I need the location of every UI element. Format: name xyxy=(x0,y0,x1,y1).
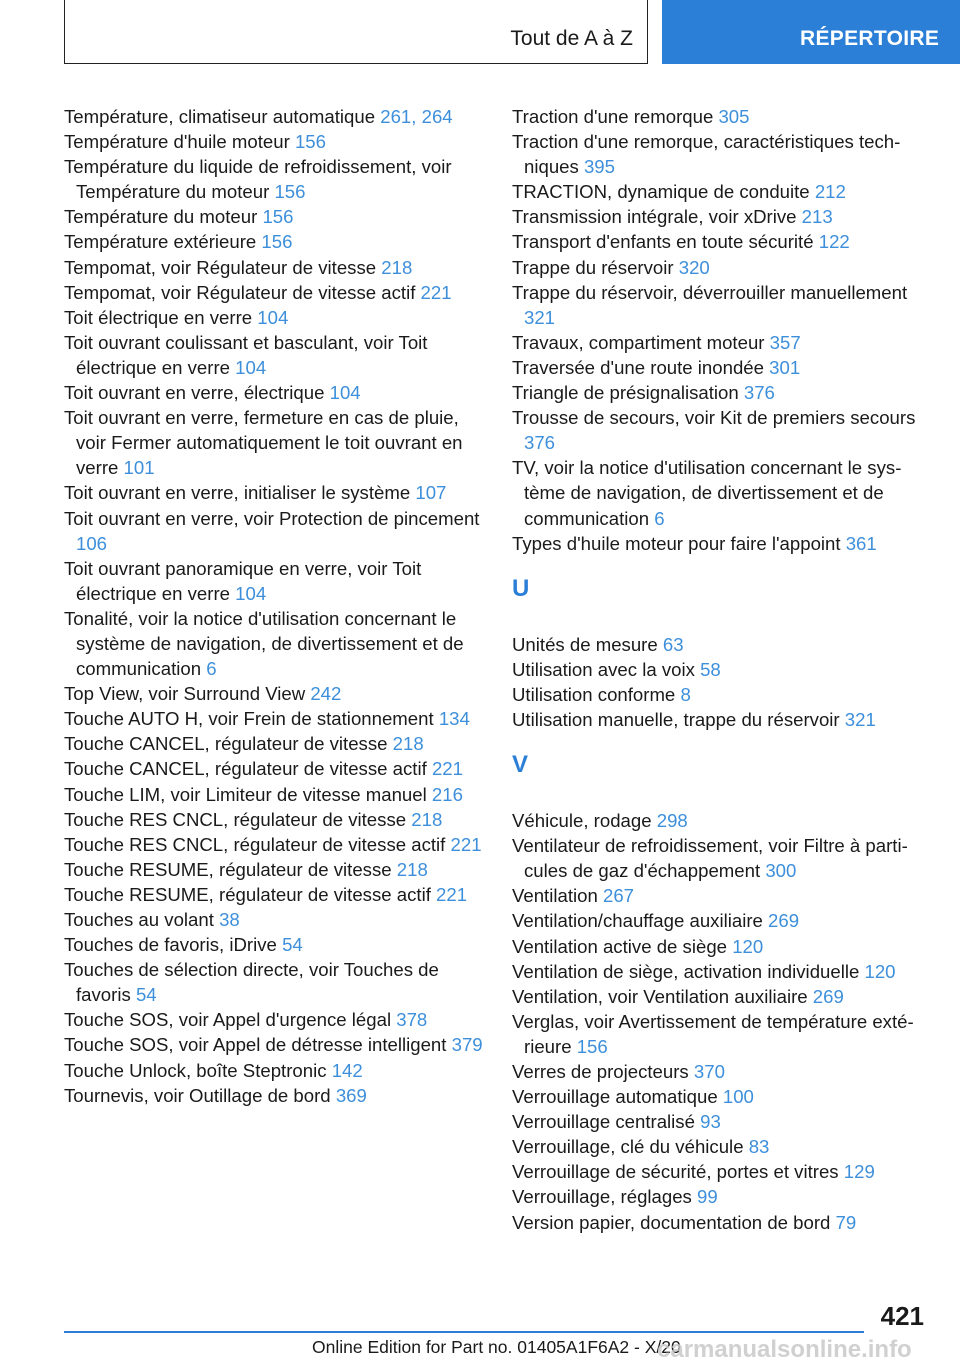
index-entry-text: Touches de favoris, iDrive xyxy=(64,934,283,956)
page-link[interactable]: 156 xyxy=(274,181,306,203)
index-entry xyxy=(64,857,484,882)
page-link[interactable]: 378 xyxy=(396,1009,428,1031)
page-link[interactable]: 376 xyxy=(524,432,556,454)
index-entry-text: Touches de sélection directe, voir Touches de favoris xyxy=(64,959,439,1006)
page-link[interactable]: 156 xyxy=(576,1035,608,1057)
index-entry xyxy=(64,882,484,907)
index-entry xyxy=(512,380,932,405)
index-entry-text: Touche RESUME, régulateur de vitesse actif xyxy=(64,883,437,905)
page-link[interactable]: 104 xyxy=(235,582,267,604)
page-link[interactable]: 120 xyxy=(732,935,764,957)
index-entry xyxy=(512,104,932,129)
section-gap xyxy=(512,732,932,752)
index-entry xyxy=(64,154,484,204)
page-link[interactable]: 93 xyxy=(700,1111,721,1133)
page-link[interactable]: 6 xyxy=(206,658,217,680)
index-entry-text: Tempomat, voir Régulateur de vitesse actif xyxy=(64,281,421,303)
index-entry-text: Touche SOS, voir Appel d'urgence légal xyxy=(64,1009,397,1031)
page-link[interactable]: 58 xyxy=(700,658,721,680)
index-entry xyxy=(512,1109,932,1134)
page-link[interactable]: 156 xyxy=(262,206,294,228)
page-link[interactable]: 99 xyxy=(697,1186,718,1208)
page-link[interactable]: 361 xyxy=(845,532,877,554)
index-entry xyxy=(64,255,484,280)
index-entry-text: Travaux, compartiment moteur xyxy=(512,331,770,353)
footer-divider xyxy=(64,1331,864,1333)
tab-repertoire[interactable] xyxy=(662,0,960,64)
index-entry xyxy=(64,706,484,731)
index-entry xyxy=(512,908,932,933)
index-entry-text: Traversée d'une route inondée xyxy=(512,356,770,378)
section-gap xyxy=(512,556,932,576)
index-column-left xyxy=(64,104,484,1108)
index-entry xyxy=(512,1134,932,1159)
index-entry-text: Touche LIM, voir Limiteur de vitesse manuel xyxy=(64,783,432,805)
index-entry xyxy=(512,204,932,229)
index-entry-text: Utilisation manuelle, trappe du réservoir xyxy=(512,708,845,730)
page-link[interactable]: 104 xyxy=(329,382,361,404)
index-entry xyxy=(512,229,932,254)
index-entry xyxy=(512,330,932,355)
page-link[interactable]: 221 xyxy=(420,281,452,303)
section-gap xyxy=(512,778,932,808)
page-link[interactable]: 216 xyxy=(431,783,463,805)
index-entry-text: Touche Unlock, boîte Steptronic xyxy=(64,1059,332,1081)
index-entry xyxy=(64,305,484,330)
page-link[interactable]: 269 xyxy=(812,985,844,1007)
index-entry-text: Toit ouvrant en verre, électrique xyxy=(64,382,330,404)
index-entry xyxy=(512,632,932,657)
page-link[interactable]: 221 xyxy=(431,758,463,780)
page-link[interactable]: 321 xyxy=(524,306,556,328)
page-link[interactable]: 269 xyxy=(768,910,800,932)
index-entry xyxy=(64,1083,484,1108)
index-column-right xyxy=(512,104,932,1235)
index-entry xyxy=(512,255,932,280)
index-entry-text: Types d'huile moteur pour faire l'appoint xyxy=(512,532,846,554)
index-entry xyxy=(64,756,484,781)
header-title: Tout de A à Z xyxy=(510,27,633,50)
index-entry xyxy=(64,280,484,305)
index-entry xyxy=(512,808,932,833)
index-entry-text: Tempomat, voir Régulateur de vitesse xyxy=(64,256,382,278)
index-entry xyxy=(64,556,484,606)
index-entry-text: Verrouillage centralisé xyxy=(512,1111,701,1133)
page-link[interactable]: 242 xyxy=(310,683,342,705)
index-entry xyxy=(64,681,484,706)
page-link[interactable]: 264 xyxy=(421,106,453,127)
index-entry-text: Traction d'une remorque, caractéristiques techniques xyxy=(512,131,901,178)
index-entry xyxy=(512,657,932,682)
index-entry xyxy=(512,531,932,556)
index-entry-text: Verrouillage, clé du véhicule xyxy=(512,1136,749,1158)
index-entry-text: Verrouillage, réglages xyxy=(512,1186,698,1208)
index-entry-text: Tournevis, voir Outillage de bord xyxy=(64,1084,336,1106)
index-entry xyxy=(64,932,484,957)
page-link[interactable]: 8 xyxy=(680,683,691,705)
index-entry-text: Ventilation xyxy=(512,885,603,907)
index-entry-text: Toit ouvrant en verre, initialiser le système xyxy=(64,482,416,504)
index-entry-text: Touche AUTO H, voir Frein de stationnement xyxy=(64,708,439,730)
page-link[interactable]: 218 xyxy=(411,808,443,830)
page-link[interactable]: 298 xyxy=(656,810,688,832)
index-entry xyxy=(64,606,484,681)
index-entry xyxy=(512,1009,932,1059)
index-entry-text: Utilisation conforme xyxy=(512,683,681,705)
index-entry xyxy=(512,1059,932,1084)
index-entry-text: Version papier, documentation de bord xyxy=(512,1211,836,1233)
page-link[interactable]: 83 xyxy=(748,1136,770,1158)
page-link[interactable]: 134 xyxy=(438,708,470,730)
index-entry xyxy=(64,782,484,807)
page-link[interactable]: 320 xyxy=(678,256,710,278)
index-entry-text: Toit ouvrant en verre, voir Protection de pincement xyxy=(64,507,480,529)
index-entry xyxy=(64,957,484,1007)
index-entry xyxy=(64,907,484,932)
index-entry-text: Triangle de présignalisation xyxy=(512,382,744,404)
page-link[interactable]: 395 xyxy=(583,156,615,178)
page-link[interactable]: 300 xyxy=(765,860,797,882)
section-letter: U xyxy=(512,574,530,602)
index-entry xyxy=(512,707,932,732)
index-entry-text: Tonalité, voir la notice d'utilisation concernant le système de navigation, de divertissement et de communication xyxy=(64,607,464,680)
index-entry-text: Température d'huile moteur xyxy=(64,131,295,153)
index-entry xyxy=(64,1032,484,1057)
index-entry-text: Température du moteur xyxy=(64,206,263,228)
index-entry xyxy=(512,280,932,330)
index-entry-text: Touche RESUME, régulateur de vitesse xyxy=(64,858,397,880)
index-entry-text: Touche CANCEL, régulateur de vitesse actif xyxy=(64,758,432,780)
index-entry xyxy=(64,506,484,556)
index-entry-text: Toit électrique en verre xyxy=(64,306,258,328)
page-number: 421 xyxy=(880,1301,924,1331)
index-entry-text: Utilisation avec la voix xyxy=(512,658,701,680)
page-link[interactable]: 122 xyxy=(818,231,850,253)
index-entry-text: Ventilateur de refroidissement, voir Filtre à particules de gaz d'échappement xyxy=(512,835,908,882)
index-entry xyxy=(64,807,484,832)
index-entry xyxy=(512,883,932,908)
page-link[interactable]: 63 xyxy=(662,633,684,655)
section-letter: V xyxy=(512,751,529,779)
index-entry xyxy=(64,1058,484,1083)
index-entry xyxy=(64,731,484,756)
index-entry-text: Touche CANCEL, régulateur de vitesse xyxy=(64,733,393,755)
page-link[interactable]: 218 xyxy=(381,256,413,278)
index-entry-text: TV, voir la notice d'utilisation concernant le système de navigation, de divertissement et de communication xyxy=(512,457,902,529)
index-entry-text: Verrouillage de sécurité, portes et vitres xyxy=(512,1161,844,1183)
index-entry xyxy=(512,959,932,984)
index-entry-text: Transport d'enfants en toute sécurité xyxy=(512,231,819,253)
index-entry-text: Trousse de secours, voir Kit de premiers secours xyxy=(512,407,916,429)
index-entry xyxy=(512,1184,932,1209)
index-entry-text: Véhicule, rodage xyxy=(512,810,657,832)
index-entry xyxy=(512,934,932,959)
index-entry xyxy=(512,179,932,204)
index-entry-text: Unités de mesure xyxy=(512,633,663,655)
page-link[interactable]: 129 xyxy=(843,1161,875,1183)
index-entry-text: Ventilation/chauffage auxiliaire xyxy=(512,910,769,932)
index-entry xyxy=(64,1007,484,1032)
index-entry-text: Toit ouvrant en verre, fermeture en cas de pluie, voir Fermer automatiquement le toit ouvrant en verre xyxy=(64,407,463,479)
index-entry-text: Verrouillage automatique xyxy=(512,1086,723,1108)
index-entry-text: Touche RES CNCL, régulateur de vitesse actif xyxy=(64,833,451,855)
index-entry xyxy=(512,129,932,179)
index-entry-text: Trappe du réservoir xyxy=(512,256,679,278)
index-entry xyxy=(512,1210,932,1235)
index-entry xyxy=(512,984,932,1009)
page-link[interactable]: 212 xyxy=(814,181,846,203)
index-entry xyxy=(64,832,484,857)
index-entry-text: Touche RES CNCL, régulateur de vitesse xyxy=(64,808,412,830)
index-entry xyxy=(64,104,484,129)
page-link[interactable]: 120 xyxy=(864,960,896,982)
page-link[interactable]: 142 xyxy=(331,1059,363,1081)
header-box xyxy=(64,0,648,64)
index-entry xyxy=(512,682,932,707)
page-link[interactable]: 213 xyxy=(801,206,833,228)
page-link[interactable]: 79 xyxy=(835,1211,857,1233)
index-entry-text: Traction d'une remorque xyxy=(512,106,719,127)
page-link[interactable]: 261 xyxy=(380,106,412,127)
index-entry-text: Température, climatiseur automatique xyxy=(64,106,381,127)
page-link[interactable]: 156 xyxy=(294,131,326,153)
index-entry xyxy=(512,455,932,530)
page-link[interactable]: 107 xyxy=(415,482,447,504)
page-link[interactable]: 218 xyxy=(392,733,424,755)
index-entry-text: Transmission intégrale, voir xDrive xyxy=(512,206,802,228)
index-entry xyxy=(512,1084,932,1109)
page-link[interactable]: 54 xyxy=(282,934,303,956)
index-entry-text: Ventilation, voir Ventilation auxiliaire xyxy=(512,985,813,1007)
footer-edition-text: Online Edition for Part no. 01405A1F6A2 - X/20 xyxy=(312,1337,681,1357)
page-link[interactable]: 6 xyxy=(654,507,665,529)
index-entry xyxy=(64,229,484,254)
page-link[interactable]: 54 xyxy=(135,984,157,1006)
page-link[interactable]: 321 xyxy=(844,708,876,730)
index-entry-text: TRACTION, dynamique de conduite xyxy=(512,181,815,203)
page-separator: , xyxy=(411,106,422,127)
page-link[interactable]: 379 xyxy=(451,1034,483,1056)
index-entry-text: Toit ouvrant coulissant et basculant, voir Toit électrique en verre xyxy=(64,331,428,378)
index-entry-text: Top View, voir Surround View xyxy=(64,683,311,705)
page-link[interactable]: 267 xyxy=(602,885,635,907)
page-link[interactable]: 101 xyxy=(123,457,155,479)
section-gap xyxy=(512,602,932,632)
page-link[interactable]: 221 xyxy=(450,833,482,855)
page-link[interactable]: 106 xyxy=(76,532,108,554)
index-entry-text: Ventilation de siège, activation individuelle xyxy=(512,960,865,982)
page-link[interactable]: 100 xyxy=(722,1086,754,1108)
page-link[interactable]: 218 xyxy=(396,858,428,880)
page-link[interactable]: 104 xyxy=(257,306,289,328)
index-entry-text: Verglas, voir Avertissement de température extérieure xyxy=(512,1010,914,1057)
page-link[interactable]: 369 xyxy=(335,1084,367,1106)
index-entry xyxy=(64,380,484,405)
page-link[interactable]: 104 xyxy=(235,356,267,378)
index-entry-text: Toit ouvrant panoramique en verre, voir Toit électrique en verre xyxy=(64,557,422,604)
page-link[interactable]: 38 xyxy=(219,909,240,930)
page-link[interactable]: 357 xyxy=(769,331,801,353)
index-entry-text: Ventilation active de siège xyxy=(512,935,733,957)
index-entry-text: Trappe du réservoir, déverrouiller manuellement xyxy=(512,281,908,303)
index-entry xyxy=(64,480,484,505)
page-link[interactable]: 221 xyxy=(436,883,468,905)
index-entry xyxy=(64,129,484,154)
index-entry xyxy=(512,405,932,455)
index-entry xyxy=(64,204,484,229)
index-entry-text: Température extérieure xyxy=(64,231,262,253)
page-link[interactable]: 301 xyxy=(769,356,801,378)
watermark-logo: carmanualsonline.info xyxy=(657,1336,912,1363)
index-entry xyxy=(64,405,484,480)
index-entry-text: Touche SOS, voir Appel de détresse intelligent xyxy=(64,1034,452,1056)
page-link[interactable]: 370 xyxy=(693,1061,725,1082)
index-entry-text: Température du liquide de refroidissement, voir Température du moteur xyxy=(64,156,452,203)
index-entry xyxy=(512,355,932,380)
page-link[interactable]: 156 xyxy=(261,231,293,253)
page-link[interactable]: 376 xyxy=(743,382,775,404)
index-entry-text: Touches au volant xyxy=(64,909,220,930)
index-entry-text: Verres de projecteurs xyxy=(512,1061,694,1082)
page-link[interactable]: 305 xyxy=(718,106,750,127)
tab-repertoire-label: RÉPERTOIRE xyxy=(800,27,940,50)
index-entry xyxy=(512,833,932,883)
index-entry xyxy=(512,1159,932,1184)
index-entry xyxy=(64,330,484,380)
